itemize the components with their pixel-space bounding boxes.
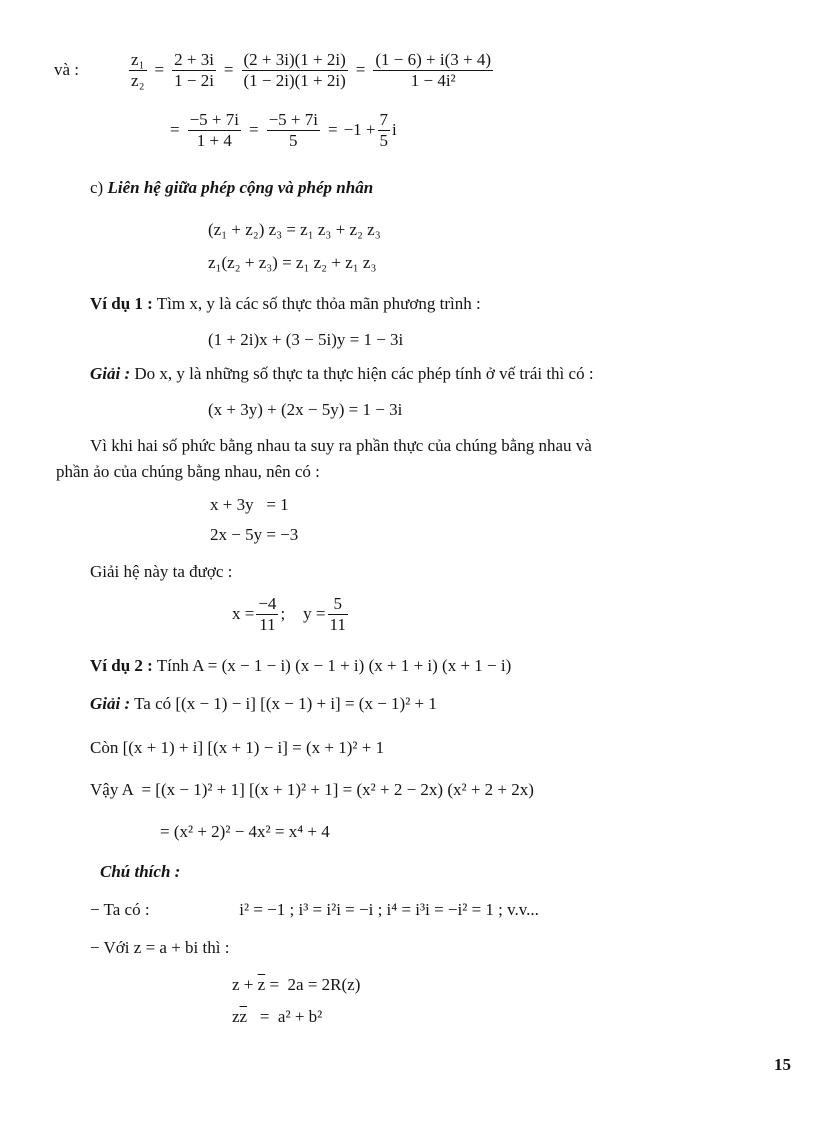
example-1-label: Ví dụ 1 :: [90, 294, 153, 313]
paragraph-line-2: phần ảo của chúng bằng nhau, nên có :: [56, 462, 320, 481]
equals-sign: =: [170, 119, 180, 139]
z-conjugate-2: $\overline{z}$: [239, 1007, 248, 1026]
y-lead: y =: [303, 603, 326, 623]
fraction-1-numerator: 2 + 3i: [174, 50, 214, 69]
section-c-heading: [90, 178, 373, 198]
note-eq-1-rhs: = 2a = 2R(z): [265, 975, 361, 994]
fraction-5: [267, 110, 320, 150]
note-line-1-text: i² = −1 ; i³ = i²i = −i ; i⁴ = i³i = −i² = 1 ; v.v...: [239, 900, 539, 919]
equals-sign: =: [328, 119, 338, 139]
y-fraction: [328, 594, 348, 634]
example-2-text: Tính A = (x − 1 − i) (x − 1 + i) (x + 1 + i) (x + 1 − i): [156, 656, 512, 675]
example-2-solution: [90, 694, 437, 714]
division-equation-continued: [164, 110, 397, 150]
note-title: Chú thích :: [100, 862, 181, 881]
example-1-solution: [90, 364, 594, 384]
example-1-equation-2: (x + 3y) + (2x − 5y) = 1 − 3i: [208, 400, 403, 419]
page-number: 15: [774, 1055, 791, 1074]
note-eq-2: [232, 1007, 322, 1027]
section-c-eq1: (z₁ + z₂) z₃ = z₁ z₃ + z₂ z₃: [208, 220, 381, 239]
division-equation: [54, 50, 495, 90]
x-lead: x =: [232, 603, 255, 623]
example-2-label: Ví dụ 2 :: [90, 656, 153, 675]
example-1-result: [232, 594, 350, 634]
tail-end: i: [392, 119, 397, 139]
solve-text: Giải hệ này ta được :: [90, 562, 233, 581]
fraction-3-numerator: (1 − 6) + i(3 + 4): [375, 50, 492, 69]
section-c-title: Liên hệ giữa phép cộng và phép nhân: [107, 178, 374, 197]
fraction-2: [242, 50, 348, 90]
note-eq-2-rhs: = a² + b²: [247, 1007, 323, 1026]
fraction-1: [172, 50, 216, 90]
solution-label: Giải :: [90, 364, 131, 383]
example-1-text: Tìm x, y là các số thực thỏa mãn phương trình :: [156, 294, 481, 313]
tail-lead: −1 +: [343, 119, 376, 139]
equals-sign: =: [249, 119, 259, 139]
note-eq-1-lhs: z +: [232, 975, 258, 994]
line-con: Còn [(x + 1) + i] [(x + 1) − i] = (x + 1)² + 1: [90, 738, 385, 757]
section-c-marker: c): [90, 178, 104, 197]
fraction-5-numerator: −5 + 7i: [268, 110, 318, 129]
fraction-1-denominator: 1 − 2i: [174, 70, 214, 90]
fraction-3-denominator: 1 − 4i²: [410, 70, 456, 90]
note-line-1-label: − Ta có :: [90, 900, 150, 919]
z-ratio-fraction: [129, 50, 146, 90]
equals-sign: =: [355, 59, 366, 79]
equals-sign: =: [154, 59, 165, 79]
note-eq-1: [232, 975, 360, 995]
lead-va: và :: [54, 59, 80, 79]
fraction-2-numerator: (2 + 3i)(1 + 2i): [243, 50, 346, 69]
fraction-3: [373, 50, 493, 90]
y-numerator: 5: [328, 594, 348, 615]
fraction-6-numerator: 7: [379, 110, 389, 129]
system-eq-1: x + 3y = 1: [210, 495, 289, 514]
y-denominator: 11: [329, 614, 346, 634]
note-line-2: − Với z = a + bi thì :: [90, 938, 230, 957]
section-c-eq2: z₁(z₂ + z₃) = z₁ z₂ + z₁ z₃: [208, 253, 377, 272]
x-fraction: [256, 594, 278, 634]
fraction-5-denominator: 5: [289, 130, 298, 150]
separator: ;: [280, 603, 286, 623]
equals-sign: =: [223, 59, 234, 79]
z1: z₁: [131, 50, 145, 69]
fraction-4-numerator: −5 + 7i: [189, 110, 239, 129]
fraction-4-denominator: 1 + 4: [196, 130, 232, 150]
fraction-6: [378, 110, 391, 150]
fraction-2-denominator: (1 − 2i)(1 + 2i): [243, 70, 346, 90]
note-line-1: [90, 900, 539, 920]
z-conjugate: $\overline{z}$: [257, 975, 266, 994]
example-1-statement: [90, 294, 481, 314]
paragraph-line-1: Vì khi hai số phức bằng nhau ta suy ra phần thực của chúng bằng nhau và: [90, 436, 592, 455]
note-eq-2-z: z: [232, 1007, 240, 1026]
fraction-6-denominator: 5: [379, 130, 389, 150]
solution-label-2: Giải :: [90, 694, 131, 713]
example-2-statement: [90, 656, 511, 676]
z2: z₂: [131, 70, 145, 90]
line-vay: Vậy A = [(x − 1)² + 1] [(x + 1)² + 1] = (x² + 2 − 2x) (x² + 2 + 2x): [90, 780, 534, 799]
line-final: = (x² + 2)² − 4x² = x⁴ + 4: [160, 822, 330, 841]
fraction-4: [188, 110, 241, 150]
solution-text: Do x, y là những số thực ta thực hiện các phép tính ở vế trái thì có :: [134, 364, 594, 383]
example-1-equation: (1 + 2i)x + (3 − 5i)y = 1 − 3i: [208, 330, 404, 349]
x-denominator: 11: [259, 614, 276, 634]
system-eq-2: 2x − 5y = −3: [210, 525, 299, 544]
solution-text-2: Ta có [(x − 1) − i] [(x − 1) + i] = (x − 1)² + 1: [134, 694, 437, 713]
x-numerator: −4: [258, 594, 277, 613]
